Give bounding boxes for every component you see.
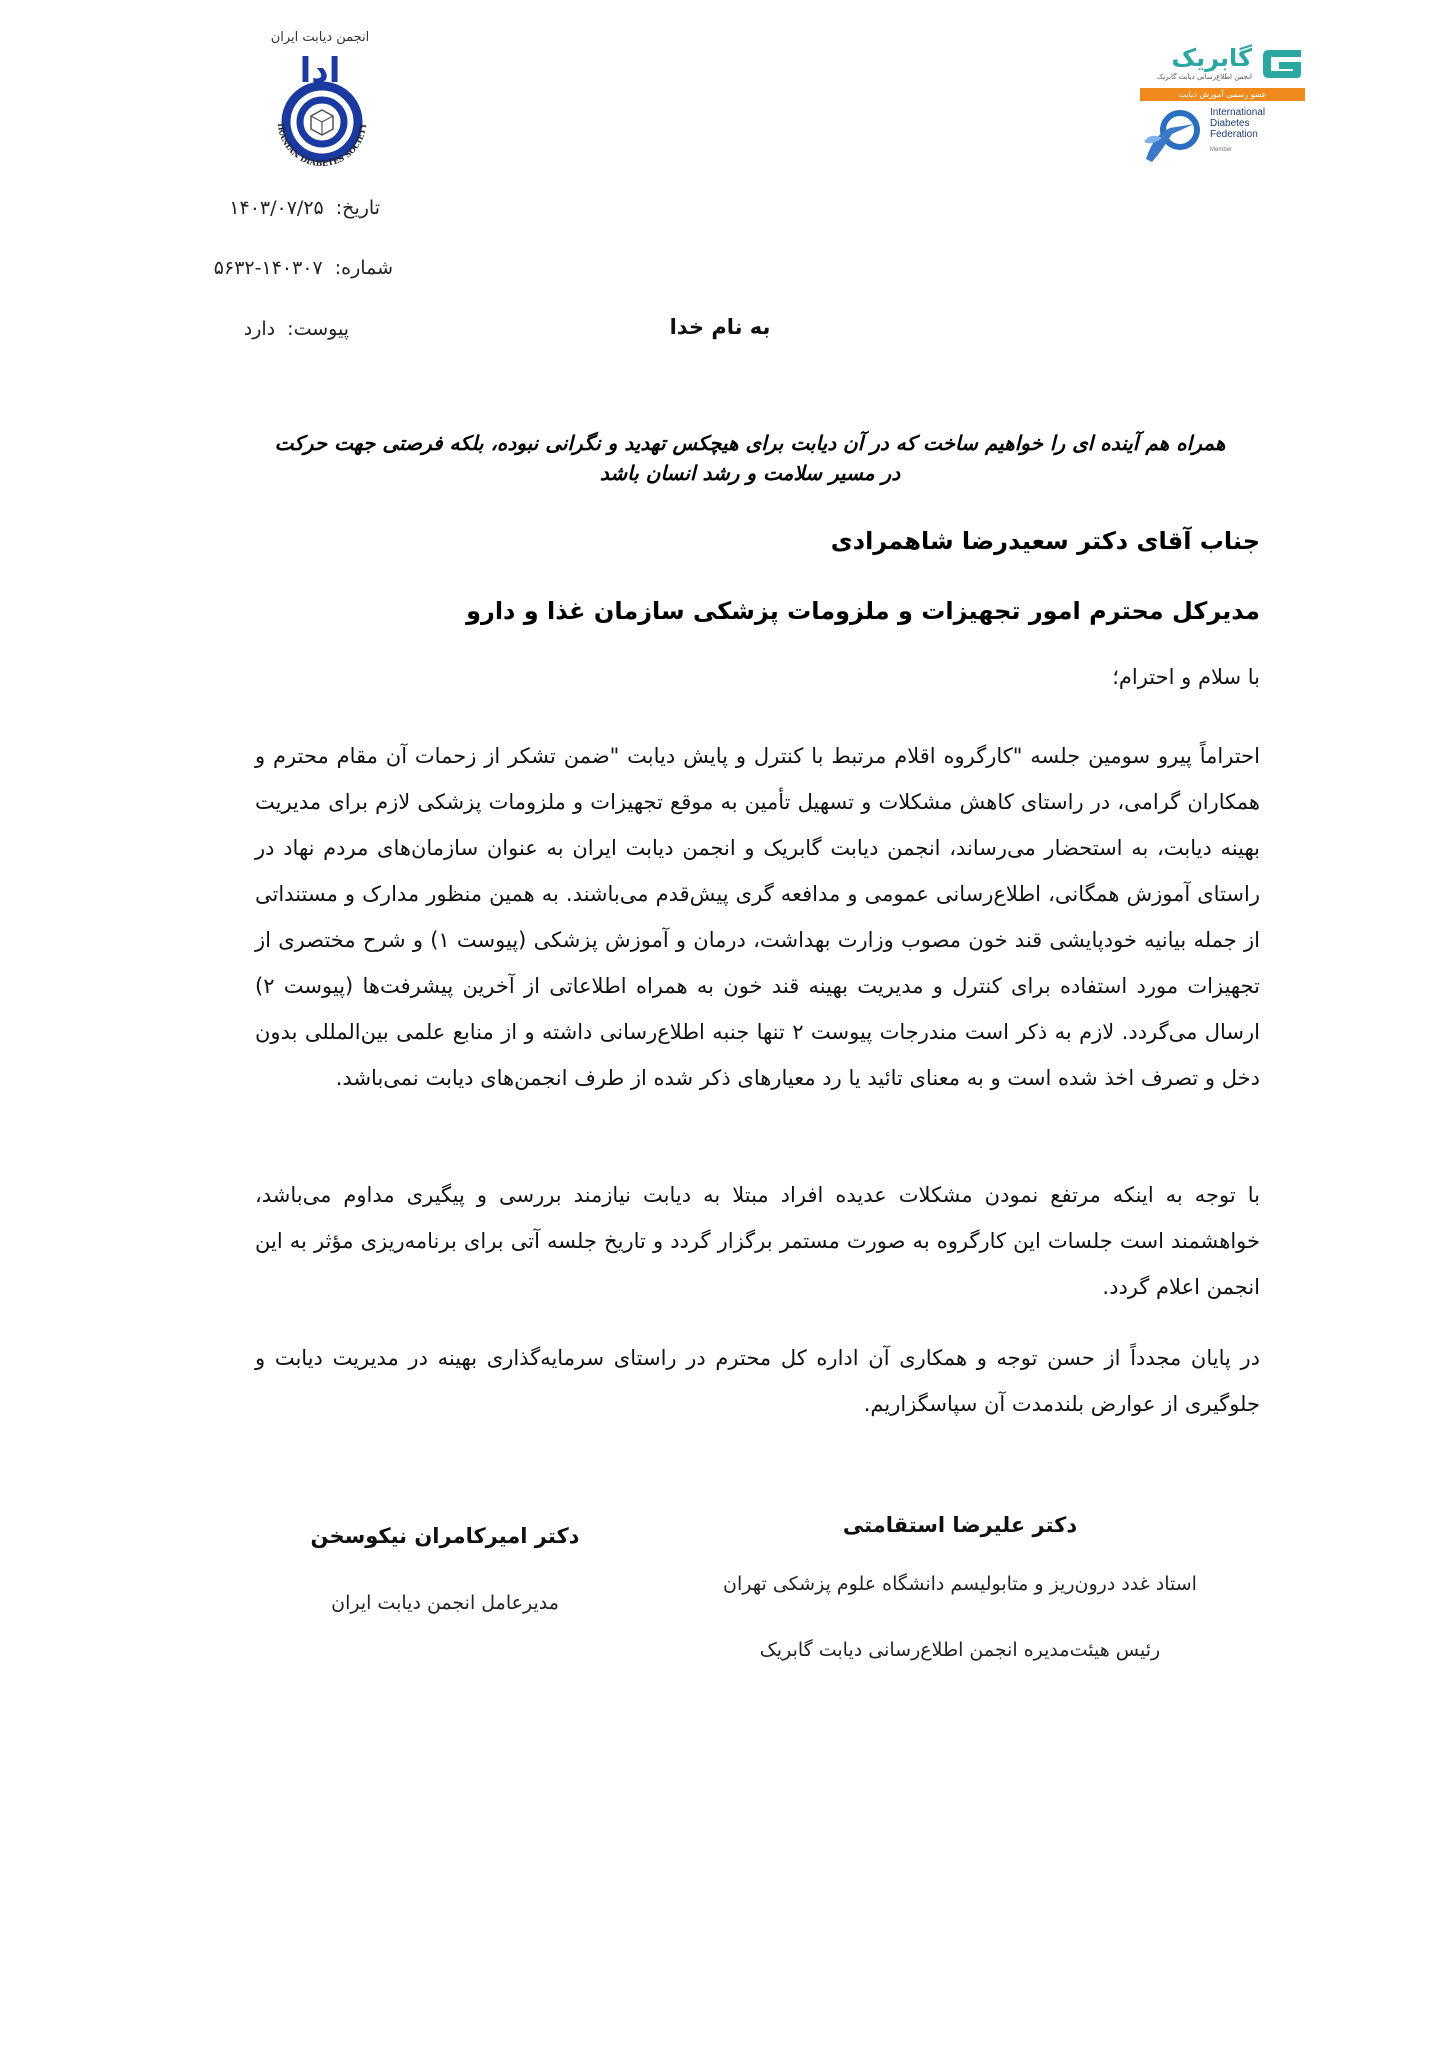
date-value: ۱۴۰۳/۰۷/۲۵ — [229, 197, 324, 219]
paragraph-text: با توجه به اینکه مرتفع نمودن مشکلات عدیده افراد مبتلا به دیابت نیازمند بررسی و پیگیری مداوم می‌باشد، خواهشمند است جلسات این کارگروه به صورت مستمر برگزار گردد و تاریخ جلسه آتی برای برنامه‌ریزی مؤثر به این انجمن اعلام گردد. — [255, 1183, 1260, 1299]
greeting: با سلام و احترام؛ — [1112, 665, 1260, 689]
letter-attachment — [244, 318, 349, 340]
idf-hummingbird-icon — [1140, 104, 1208, 166]
gabrik-idf-logo — [1140, 42, 1305, 167]
attachment-label: پیوست: — [287, 318, 349, 340]
signatory-name: دکتر علیرضا استقامتی — [842, 1513, 1078, 1537]
signature-block-1 — [690, 1513, 1230, 1661]
iranian-diabetes-society-logo — [250, 30, 390, 175]
idf-line: Diabetes — [1210, 118, 1250, 129]
paragraph-text: احتراماً پیرو سومین جلسه "کارگروه اقلام مرتبط با کنترل و پایش دیابت "ضمن تشکر از زحمات آن مقام محترم و همکاران گرامی، در راستای کاهش مشکلات و تسهیل تأمین به موقع تجهیزات و ملزومات پزشکی لازم برای مدیریت بهینه دیابت، به استحضار می‌رساند، انجمن دیابت گابریک و انجمن دیابت ایران به عنوان سازمان‌های مردم نهاد در راستای آموزش همگانی، اطلاع‌رسانی عمومی و مدافعه گری پیش‌قدم می‌باشند. به همین منظور مدارک و مستنداتی از جمله بیانیه خودپایشی قند خون مصوب وزارت بهداشت، درمان و آموزش پزشکی (پیوست ۱) و شرح مختصری از تجهیزات مورد استفاده برای کنترل و مدیریت بهینه قند خون به همراه اطلاعاتی از آخرین پیشرفت‌ها (پیوست ۲) ارسال می‌گردد. لازم به ذکر است مندرجات پیوست ۲ تنها جنبه اطلاع‌رسانی داشته و از منابع علمی بین‌المللی بدون دخل و تصرف اخذ شده است و به معنای تائید یا رد معیارهای ذکر شده از طرف انجمن‌های دیابت نمی‌باشد. — [255, 744, 1261, 1090]
letter-date — [229, 197, 380, 219]
gabrik-brand: گابریک — [1171, 44, 1252, 72]
body-paragraph-3 — [255, 1335, 1260, 1427]
signatory-title: مدیرعامل انجمن دیابت ایران — [331, 1592, 559, 1614]
idf-line: International — [1210, 107, 1266, 118]
motto-line: همراه هم آینده ای را خواهیم ساخت که در آن دیابت برای هیچکس تهدید و نگرانی نبوده، بلکه فرصتی جهت حرکت در مسیر سلامت و رشد انسان باشد — [274, 431, 1226, 485]
paragraph-text: در پایان مجدداً از حسن توجه و همکاری آن اداره کل محترم در راستای سرمایه‌گذاری بهینه در مدیریت دیابت و جلوگیری از عوارض بلندمدت آن سپاسگزاریم. — [255, 1346, 1260, 1416]
number-value: ۱۴۰۳۰۷-۵۶۳۲ — [213, 257, 323, 279]
logo-caption: انجمن دیابت ایران — [270, 30, 370, 45]
ids-emblem-icon — [250, 30, 390, 175]
idf-name — [1210, 107, 1305, 140]
signature-block-2 — [300, 1524, 590, 1614]
addressee-position: مدیرکل محترم امور تجهیزات و ملزومات پزشکی سازمان غذا و دارو — [466, 597, 1260, 625]
number-label: شماره: — [334, 257, 393, 279]
idf-line: Federation — [1210, 129, 1258, 140]
signatory-name: دکتر امیرکامران نیکوسخن — [310, 1524, 580, 1548]
body-paragraph-2 — [255, 1172, 1260, 1310]
gabrik-g-icon — [1257, 42, 1305, 82]
addressee-name: جناب آقای دکتر سعیدرضا شاهمرادی — [830, 527, 1260, 555]
body-paragraph-1 — [255, 733, 1260, 1101]
gabrik-banner: عضو رسمی آموزش دیابت — [1140, 88, 1305, 101]
gabrik-subtitle: انجمن اطلاع‌رسانی دیابت گابریک — [1156, 73, 1252, 81]
logo-ring-text: IRANIAN DIABETES SOCIETY — [275, 122, 369, 169]
attachment-value: دارد — [243, 318, 276, 340]
logo-monogram: ادا — [299, 51, 341, 91]
idf-member-text: Member — [1210, 147, 1233, 153]
basmala-heading: به نام خدا — [669, 315, 771, 339]
signatory-title: رئیس هیئت‌مدیره انجمن اطلاع‌رسانی دیابت گابریک — [759, 1639, 1161, 1661]
signatory-title: استاد غدد درون‌ریز و متابولیسم دانشگاه علوم پزشکی تهران — [723, 1573, 1197, 1595]
date-label: تاریخ: — [335, 197, 380, 219]
letter-number — [214, 257, 393, 279]
